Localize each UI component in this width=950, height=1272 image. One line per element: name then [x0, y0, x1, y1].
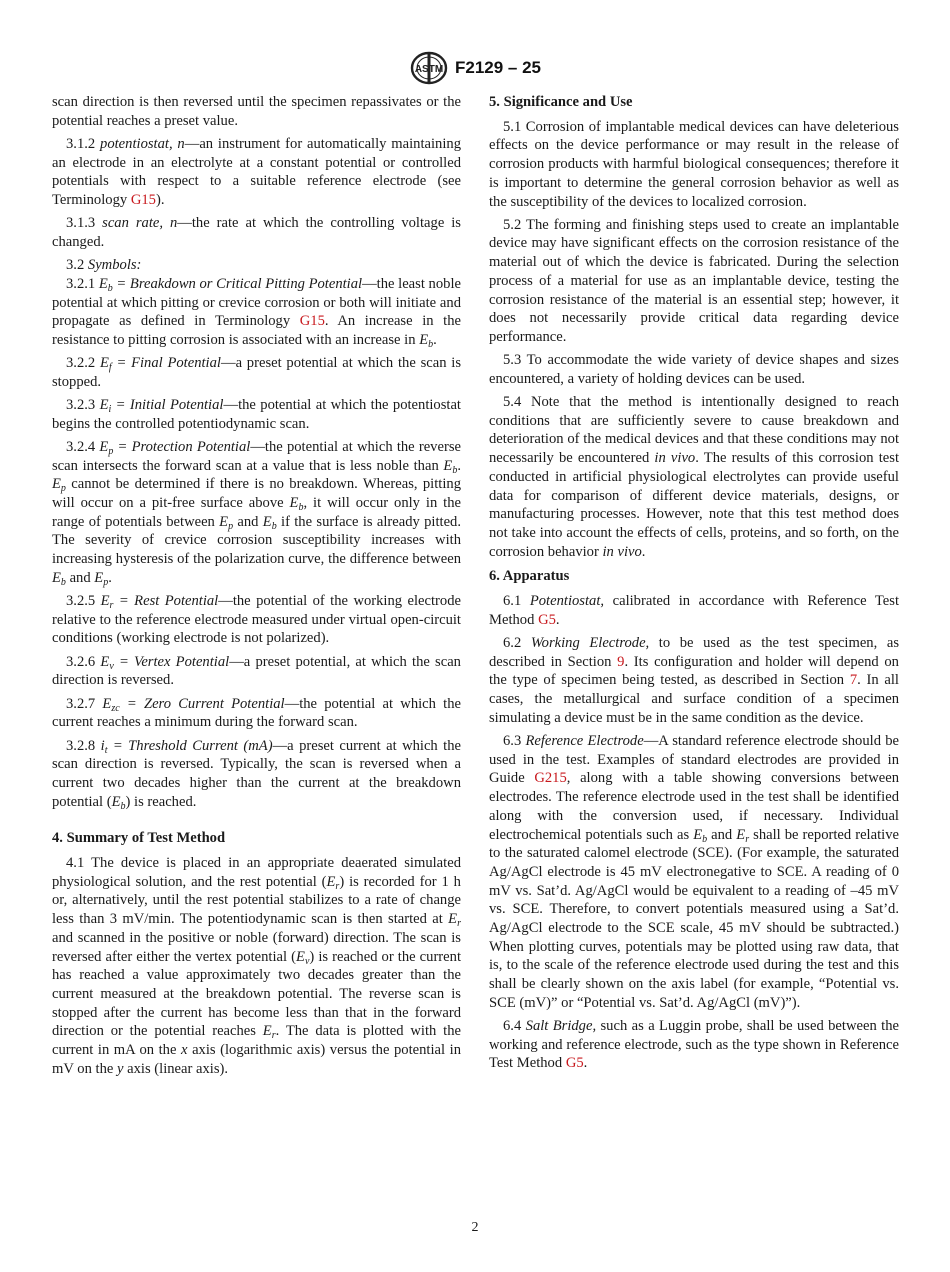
link-g15[interactable]: G15 — [299, 313, 325, 330]
paragraph-6-3: 6.3 Reference Electrode—A standard reference electrode should be used in the test. Examples of standard electrodes are provided in Guide G215, along with a table showing conversions between electrodes. The reference electrode used in the test shall be identified along with the conversion used, if necessary. Individual electrochemical potentials such as $E_b$ and $E_r$ shall be reported relative to the saturated calomel electrode (SCE). (For example, the saturated Ag/AgCl electrode is 45 mV electronegative to SCE. A reading of 0 mV vs. Sat’d. Ag/AgCl would be equivalent to a reading of –45 mV vs. SCE. Therefore, to convert potentials measured using a Sat’d. Ag/AgCl electrode to the SCE scale, 45 mV should be subtracted.) When plotting curves, potentials may be plotted using raw data, that is, to the scale of the reference electrode used during the test and this shall be clearly shown on the axis label (for example, “Potential vs. SCE (mV)” or “Potential vs. Sat’d. Ag/AgCl (mV)”). — [489, 733, 899, 1011]
paragraph-5-2: 5.2 The forming and finishing steps used to create an implantable device may have significant effects on the corrosion resistance of the material out of which the device is fabricated. During the selection process of a material for use as an implantable device, testing the corrosion resistance of the material is an essential step; however, it does not necessarily provide critical data regarding device performance. — [489, 216, 899, 345]
paragraph-6-4: 6.4 Salt Bridge, such as a Luggin probe, shall be used between the working and reference electrode, such as the type shown in Reference Test Method G5. — [489, 1018, 899, 1072]
page-header — [0, 50, 950, 86]
paragraph-3-2-7: 3.2.7 $E_{zc}$ = Zero Current Potential—the potential at which the current reaches a minimum during the forward scan. — [52, 695, 461, 731]
paragraph-6-1: 6.1 Potentiostat, calibrated in accordance with Reference Test Method G5. — [489, 593, 899, 628]
paragraph-4-1: 4.1 The device is placed in an appropriate deaerated simulated physiological solution, and the rest potential $(E_r)$ is recorded for 1 h or, alternatively, until the rest potential stabilizes to a rate of change less than 3 mV/min. The potentiodynamic scan is then started at $E_r$ and scanned in the positive or noble (forward) direction. The scan is reversed after either the vertex potential $(E_v)$ is reached or the current has reached a value approximately two decades greater than the current measured at the breakdown potential. The reverse scan is stopped after the current has become less than that in the forward direction or the potential reaches $E_r$. The data is plotted with the current in mA on the x axis (logarithmic axis) versus the potential in mV on the y axis (linear axis). — [52, 855, 462, 1077]
paragraph-3-2-1: 3.2.1 $E_b$ = Breakdown or Critical Pitting Potential—the least noble potential at which pitting or crevice corrosion or both will initiate and propagate as defined in Terminology G15. An increase in the resistance to pitting corrosion is associated with an increase in $E_b$. — [52, 275, 461, 350]
paragraph-continuation: scan direction is then reversed until the specimen repassivates or the potential reaches a preset value. — [52, 94, 461, 129]
paragraph-3-2-2: 3.2.2 $E_f$ = Final Potential—a preset potential at which the scan is stopped. — [52, 355, 462, 390]
paragraph-3-2: 3.2 Symbols: — [66, 257, 142, 274]
section-6-heading: 6. Apparatus — [489, 568, 570, 585]
page-number: 2 — [471, 1220, 479, 1235]
right-column — [489, 93, 899, 1078]
paragraph-3-2-6: 3.2.6 $E_v$ = Vertex Potential—a preset potential, at which the scan direction is reversed. — [52, 653, 461, 689]
paragraph-6-2: 6.2 Working Electrode, to be used as the test specimen, as described in Section 9. Its configuration and holder will depend on the type of specimen being tested, as described in Section 7. In all cases, the metallurgical and surface condition of a specimen simulating a device must be in the same condition as the device. — [489, 634, 899, 726]
paragraph-3-2-5: 3.2.5 $E_r$ = Rest Potential—the potential of the working electrode relative to the reference electrode measured under virtual open-circuit conditions (working electrode is not polarized). — [52, 593, 461, 647]
link-g5[interactable]: G5 — [538, 611, 556, 628]
astm-logo-text: ASTM — [414, 64, 444, 75]
paragraph-5-1: 5.1 Corrosion of implantable medical devices can have deleterious effects on the device performance or may result in the release of corrosion products with harmful biological consequences; therefore it is important to determine the general corrosion behavior as well as the susceptibility of the devices to localized corrosion. — [489, 118, 899, 210]
left-column — [52, 93, 461, 1083]
link-g5[interactable]: G5 — [565, 1055, 584, 1072]
astm-logo-icon — [409, 51, 449, 85]
paragraph-3-2-3: 3.2.3 $E_i$ = Initial Potential—the potential at which the potentiostat begins the controlled potentiodynamic scan. — [52, 397, 461, 432]
link-section-7[interactable]: 7 — [849, 672, 858, 689]
section-5-heading: 5. Significance and Use — [489, 94, 633, 110]
paragraph-5-4: 5.4 Note that the method is intentionally designed to reach conditions that are sufficiently severe to cause breakdown and deterioration of the medical devices and that these conditions may not necessarily be encountered in vivo. The results of this corrosion test conducted in artificial physiological electrolytes can provide useful data for comparison of different device materials, designs, or manufacturing processes. However, note that this test method does not take into account the effects of cells, proteins, and so forth, on the corrosion behavior in vivo. — [489, 394, 900, 560]
paragraph-3-2-4: 3.2.4 $E_p$ = Protection Potential—the potential at which the reverse scan intersects the forward scan at a value that is less noble than $E_b$. $E_p$ cannot be determined if there is no breakdown. Whereas, pitting will occur on a pit-free surface above $E_b$, it will occur only in the range of potentials between $E_p$ and $E_b$ if the surface is already pitted. The severity of crevice corrosion susceptibility increases with increasing hysteresis of the polarization curve, the difference between $E_b$ and $E_p$. — [52, 438, 461, 588]
document-designation: F2129 – 25 — [454, 58, 541, 77]
paragraph-3-2-8: 3.2.8 $i_t$ = Threshold Current (mA)—a preset current at which the scan direction is reversed. Typically, the scan is reversed when a current two decades higher than the current at the breakdown potential $(E_b)$ is reached. — [52, 737, 461, 812]
link-g15[interactable]: G15 — [130, 192, 156, 209]
paragraph-3-1-3: 3.1.3 scan rate, n—the rate at which the controlling voltage is changed. — [52, 215, 461, 250]
link-section-9[interactable]: 9 — [617, 653, 625, 670]
paragraph-3-1-2: 3.1.2 potentiostat, n—an instrument for automatically maintaining an electrode in an electrolyte at a constant potential or controlled potentials with respect to a suitable reference electrode (see Terminology G15). — [52, 135, 462, 209]
paragraph-5-3: 5.3 To accommodate the wide variety of device shapes and sizes encountered, a variety of holding devices can be used. — [489, 352, 899, 387]
link-g215[interactable]: G215 — [534, 770, 567, 787]
section-4-heading: 4. Summary of Test Method — [52, 830, 226, 847]
